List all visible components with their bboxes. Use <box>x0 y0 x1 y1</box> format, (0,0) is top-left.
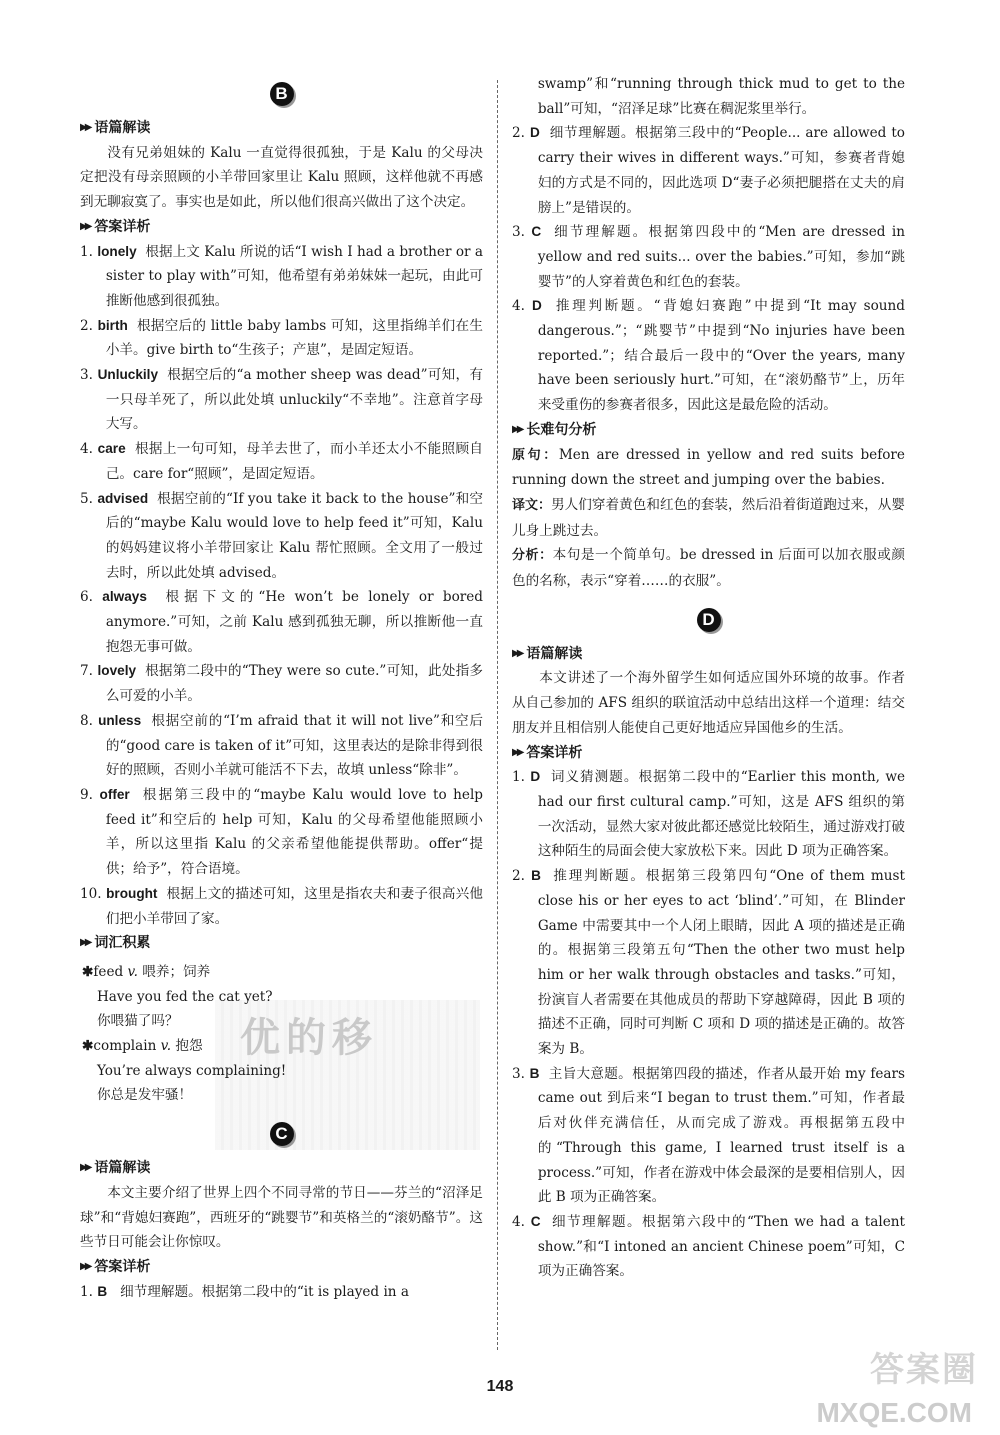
vocab-word: complain <box>93 1038 157 1055</box>
item-answer: D <box>530 769 541 785</box>
original-sentence <box>512 443 905 493</box>
section-c-answers-heading <box>80 1255 483 1280</box>
answer-item <box>512 1062 905 1210</box>
section-d-answer-list <box>512 765 905 1284</box>
answer-item <box>512 294 905 418</box>
item-explanation: 细节理解题。根据第二段中的“it is played in a <box>120 1283 409 1300</box>
section-b-answers-heading <box>80 215 483 240</box>
brand-logo: 答案圈 <box>870 1350 978 1390</box>
double-arrow-icon: ▶▶ <box>512 647 522 659</box>
item-number: 3. <box>80 367 93 384</box>
double-arrow-icon: ▶▶ <box>80 1162 90 1174</box>
watermark-text: 优的移 <box>240 1015 378 1061</box>
section-b-reading-heading <box>80 116 483 141</box>
double-arrow-icon: ▶▶ <box>80 220 90 232</box>
left-column <box>80 72 483 1304</box>
vocab-example-translation: 你喂猫了吗？ <box>96 1013 179 1030</box>
item-answer: D <box>529 125 540 141</box>
double-arrow-icon: ▶▶ <box>80 937 90 949</box>
item-answer: B <box>97 1283 108 1299</box>
item-explanation: 根据空前的“I’m afraid that it will not live”和空后的“good care is taken of it”可知，这里表达的是除非得到很好的照顾，否则小羊就可能活不下去，故填 unless“除非”。 <box>105 712 483 779</box>
item-explanation: 推理判断题。根据第三段第四句“One of them must close his or her eyes to act ‘blind’.”可知，在 Blinder Game 中需要其中一个人闭上眼睛，因此 A 项的描述是正确的。根据第三段第五句“Then the other two must help him or her walk through obstacles and tasks.”可知，扮演盲人者需要在其他成员的帮助下穿越障碍，因此 B 项的描述不正确，同时可判断 C 项和 D 项的描述是正确的。故答案为 B。 <box>537 868 905 1058</box>
section-d-reading-heading <box>512 642 905 667</box>
heading-label: 语篇解读 <box>94 1160 151 1177</box>
item-number: 8. <box>80 712 93 729</box>
translation-label: 译文： <box>512 497 552 513</box>
item-explanation: swamp”和“running through thick mud to get to the ball”可知，“沼泽足球”比赛在稠泥浆里举行。 <box>537 76 905 117</box>
item-explanation: 细节理解题。根据第三段中的“People... are allowed to carry their wives in different ways.”可知，参赛者背媳妇的方式是不同的，因此选项 D“妻子必须把腿搭在丈夫的肩膀上”是错误的。 <box>537 125 905 216</box>
heading-label: 答案详析 <box>94 1258 151 1275</box>
analysis-text: 本句是一个简单句。be dressed in 后面可以加衣服或颜色的名称，表示“穿着……的衣服”。 <box>512 547 905 590</box>
answer-item <box>512 864 905 1062</box>
item-explanation: 根据空后的“a mother sheep was dead”可知，有一只母羊死了，所以此处填 unluckily“不幸地”。注意首字母大写。 <box>105 367 483 433</box>
item-explanation: 细节理解题。根据第六段中的“Then we had a talent show.”和“I intoned an ancient Chinese poem”可知，C 项为正确答案。 <box>537 1213 905 1280</box>
item-number: 1. <box>512 769 525 786</box>
answer-item <box>512 121 905 220</box>
translation-text: 男人们穿着黄色和红色的套装，然后沿着街道跑过来，从婴儿身上跳过去。 <box>512 496 905 539</box>
item-answer: care <box>97 441 126 457</box>
item-number: 3. <box>512 1065 525 1082</box>
answer-item <box>512 765 905 864</box>
answer-item <box>80 659 483 708</box>
item-answer: C <box>531 224 542 240</box>
answer-item <box>80 882 483 931</box>
answer-item <box>80 437 483 486</box>
section-b-vocab-heading <box>80 931 483 956</box>
item-explanation: 细节理解题。根据第四段中的“Men are dressed in yellow and red suits... over the babies.”可知，参加“跳婴节”的人穿着黄色和红色的套装。 <box>537 224 905 290</box>
page-number: 148 <box>486 1378 514 1395</box>
item-answer: D <box>532 298 542 314</box>
heading-label: 长难句分析 <box>526 421 597 438</box>
answer-item <box>80 783 483 882</box>
section-c-answer-item <box>80 1280 483 1305</box>
item-number: 2. <box>512 868 525 885</box>
answer-item <box>80 314 483 363</box>
item-number: 2. <box>80 317 93 334</box>
item-explanation: 根据上文的描述可知，这里是指农夫和妻子很高兴他们把小羊带回了家。 <box>105 885 483 927</box>
asterisk-icon: ✱ <box>82 963 94 980</box>
vocab-list <box>80 960 483 1108</box>
vocab-example-translation: 你总是发牢骚！ <box>96 1087 193 1104</box>
section-c-answer-list <box>512 121 905 417</box>
vocab-pos: v. <box>127 963 138 980</box>
vocab-headword-line <box>82 960 483 985</box>
heading-label: 答案详析 <box>526 744 583 761</box>
item-explanation: 根据第二段中的“They were so cute.”可知，此处指多么可爱的小羊。 <box>105 663 483 705</box>
double-arrow-icon: ▶▶ <box>80 122 90 133</box>
section-c-summary: 本文主要介绍了世界上四个不同寻常的节日——芬兰的“沼泽足球”和“背媳妇赛跑”，西班牙的“跳婴节”和英格兰的“滚奶酪节”。这些节日可能会让你惊叹。 <box>80 1184 483 1251</box>
heading-label: 答案详析 <box>94 218 151 235</box>
item-explanation: 主旨大意题。根据第四段的描述，作者从最开始 my fears came out 到后来“I began to trust them.”可知，作者最后对伙伴充满信任，从而完成了游戏。再根据第五段中的“Through this game, I learned trust itself is a process.”可知，作者在游戏中体会最深的是要相信别人，因此 B 项为正确答案。 <box>537 1065 905 1206</box>
vocab-entry <box>80 1034 483 1108</box>
translation-sentence <box>512 493 905 543</box>
answer-item <box>80 487 483 586</box>
item-answer: C <box>530 1213 541 1229</box>
heading-label: 语篇解读 <box>526 645 583 662</box>
answer-item <box>80 585 483 659</box>
item-number: 5. <box>80 490 93 507</box>
item-number: 9. <box>80 786 93 803</box>
item-answer: always <box>102 589 147 605</box>
item-number: 10. <box>80 885 102 902</box>
section-d-answers-heading <box>512 741 905 766</box>
vocab-pos: v. <box>160 1038 172 1055</box>
item-explanation: 根据空前的“If you take it back to the house”和空后的“maybe Kalu would love to help feed it”可知，Kalu 的妈妈建议将小羊带回家让 Kalu 帮忙照顾。全文用了一般过去时，所以此处填 advised。 <box>105 490 483 581</box>
item-answer: B <box>529 1065 540 1081</box>
item-answer: lovely <box>97 663 137 679</box>
item-answer: unless <box>98 712 142 728</box>
item-explanation: 根据上一句可知，母羊去世了，而小羊还太小不能照顾自己。care for“照顾”，是固定短语。 <box>105 441 483 482</box>
section-d-summary: 本文讲述了一个海外留学生如何适应国外环境的故事。作者从自己参加的 AFS 组织的联谊活动中总结出这样一个道理：结交朋友并且相信别人能使自己更好地适应异国他乡的生活。 <box>512 670 905 736</box>
item-explanation: 根据上文 Kalu 所说的话“I wish I had a brother or a sister to play with”可知，他希望有弟弟妹妹一起玩，由此可推断他感到很孤独。 <box>105 243 483 309</box>
vocab-meaning: 抱怨 <box>175 1038 203 1055</box>
item-explanation: 根据下文的“He won’t be lonely or bored anymore.”可知，之前 Kalu 感到孤独无聊，所以推断他一直抱怨无事可做。 <box>105 589 483 655</box>
section-c-answer-item-continued <box>512 72 905 121</box>
section-b-answer-list <box>80 240 483 932</box>
original-label: 原句： <box>512 447 559 463</box>
item-answer: advised <box>97 490 149 506</box>
answer-item <box>80 363 483 437</box>
item-number: 4. <box>512 1213 525 1230</box>
item-explanation: 推理判断题。“背媳妇赛跑”中提到“It may sound dangerous.”；“跳婴节”中提到“No injuries have been reported.”；结合最后一段中的“Over the years, many have been seriously hurt.”可知，在“滚奶酪节”上，历年来受重伤的参赛者很多，因此这是最危险的活动。 <box>537 298 905 414</box>
item-explanation: 根据空后的 little baby lambs 可知，这里指绵羊们在生小羊。give birth to“生孩子；产崽”，是固定短语。 <box>105 317 483 359</box>
item-explanation: 词义猜测题。根据第二段中的“Earlier this month, we had our first cultural camp.”可知，这是 AFS 组织的第一次活动，显然大家对彼此都还感觉比较陌生，通过游戏打破这种陌生的局面会使大家放松下来。因此 D 项为正确答案。 <box>537 769 905 860</box>
item-answer: birth <box>97 317 128 333</box>
section-b-badge: B <box>270 82 294 106</box>
vocab-example: Have you fed the cat yet? <box>96 988 273 1005</box>
original-text: Men are dressed in yellow and red suits before running down the street and jumping over the babies. <box>512 446 905 489</box>
answer-item <box>80 709 483 783</box>
section-c-reading-heading <box>80 1156 483 1181</box>
column-divider <box>497 80 498 1350</box>
item-answer: lonely <box>97 243 137 259</box>
section-b-summary: 没有兄弟姐妹的 Kalu 一直觉得很孤独，于是 Kalu 的父母决定把没有母亲照顾的小羊带回家里让 Kalu 照顾，这样他就不再感到无聊寂寞了。事实也是如此，所以他们很高兴做出了这个决定。 <box>80 144 483 211</box>
item-answer: B <box>531 868 541 884</box>
asterisk-icon: ✱ <box>82 1038 94 1055</box>
double-arrow-icon: ▶▶ <box>512 746 522 758</box>
item-number: 7. <box>80 663 93 680</box>
item-answer: brought <box>106 885 158 901</box>
vocab-example: You’re always complaining! <box>96 1062 287 1079</box>
item-answer: Unluckily <box>97 367 159 383</box>
item-number: 3. <box>512 224 525 241</box>
answer-item <box>512 220 905 294</box>
item-number: 6. <box>80 589 93 606</box>
sentence-analysis-heading <box>512 418 905 443</box>
item-number: 1. <box>80 243 93 260</box>
section-d-badge: D <box>697 608 721 632</box>
right-column <box>512 72 905 1284</box>
double-arrow-icon: ▶▶ <box>512 423 522 435</box>
answer-item <box>512 1210 905 1284</box>
heading-label: 词汇积累 <box>94 935 151 952</box>
vocab-entry <box>80 960 483 1034</box>
analysis-sentence <box>512 543 905 593</box>
answer-item <box>80 240 483 314</box>
vocab-word: feed <box>93 963 124 980</box>
vocab-meaning: 喂养；饲养 <box>142 963 211 980</box>
vocab-headword-line <box>82 1034 483 1059</box>
double-arrow-icon: ▶▶ <box>80 1260 90 1272</box>
section-c-badge: C <box>270 1122 294 1146</box>
item-number: 4. <box>512 298 525 315</box>
item-number: 1. <box>80 1283 93 1300</box>
item-answer: offer <box>99 786 130 802</box>
analysis-label: 分析： <box>512 548 553 564</box>
heading-label: 语篇解读 <box>94 120 151 136</box>
item-number: 2. <box>512 125 525 142</box>
brand-domain: MXQE.COM <box>816 1397 972 1428</box>
item-explanation: 根据第三段中的“maybe Kalu would love to help feed it”和空后的 help 可知，Kalu 的父母希望他能照顾小羊，所以这里指 Kalu 的父亲希望他能提供帮助。offer“提供；给予”，符合语境。 <box>105 786 484 878</box>
item-number: 4. <box>80 441 93 458</box>
